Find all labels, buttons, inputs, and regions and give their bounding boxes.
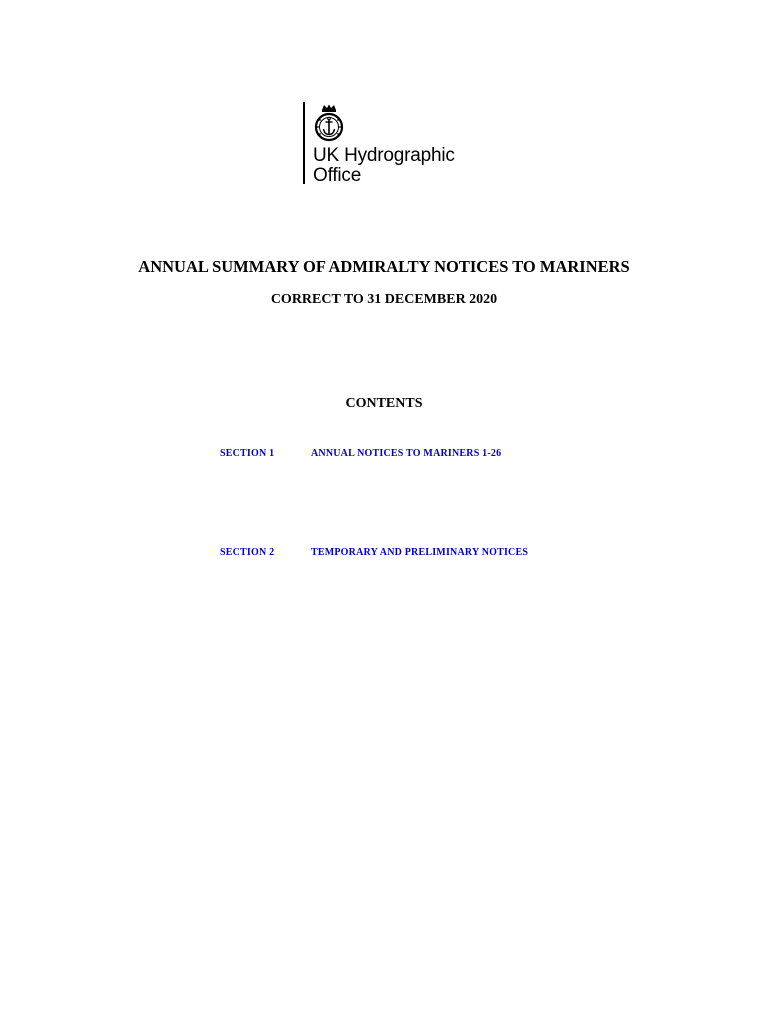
logo-divider: [303, 102, 305, 184]
logo-wordmark: [313, 146, 455, 186]
logo-line-2: Office: [313, 165, 362, 186]
toc-section-number: SECTION 1: [220, 448, 275, 459]
logo-line-1: UK Hydrographic: [313, 145, 455, 166]
toc-link-section-2[interactable]: [220, 547, 528, 558]
contents-heading: CONTENTS: [345, 396, 423, 411]
crest-icon: [311, 104, 347, 142]
toc-link-section-1[interactable]: [220, 448, 501, 459]
toc-section-title: TEMPORARY AND PRELIMINARY NOTICES: [311, 547, 529, 558]
ukho-logo: [303, 102, 473, 186]
document-title: ANNUAL SUMMARY OF ADMIRALTY NOTICES TO MARINERS: [138, 257, 630, 276]
toc-section-number: SECTION 2: [220, 547, 275, 558]
toc-section-title: ANNUAL NOTICES TO MARINERS 1-26: [311, 448, 502, 459]
document-subtitle: CORRECT TO 31 DECEMBER 2020: [270, 292, 498, 307]
